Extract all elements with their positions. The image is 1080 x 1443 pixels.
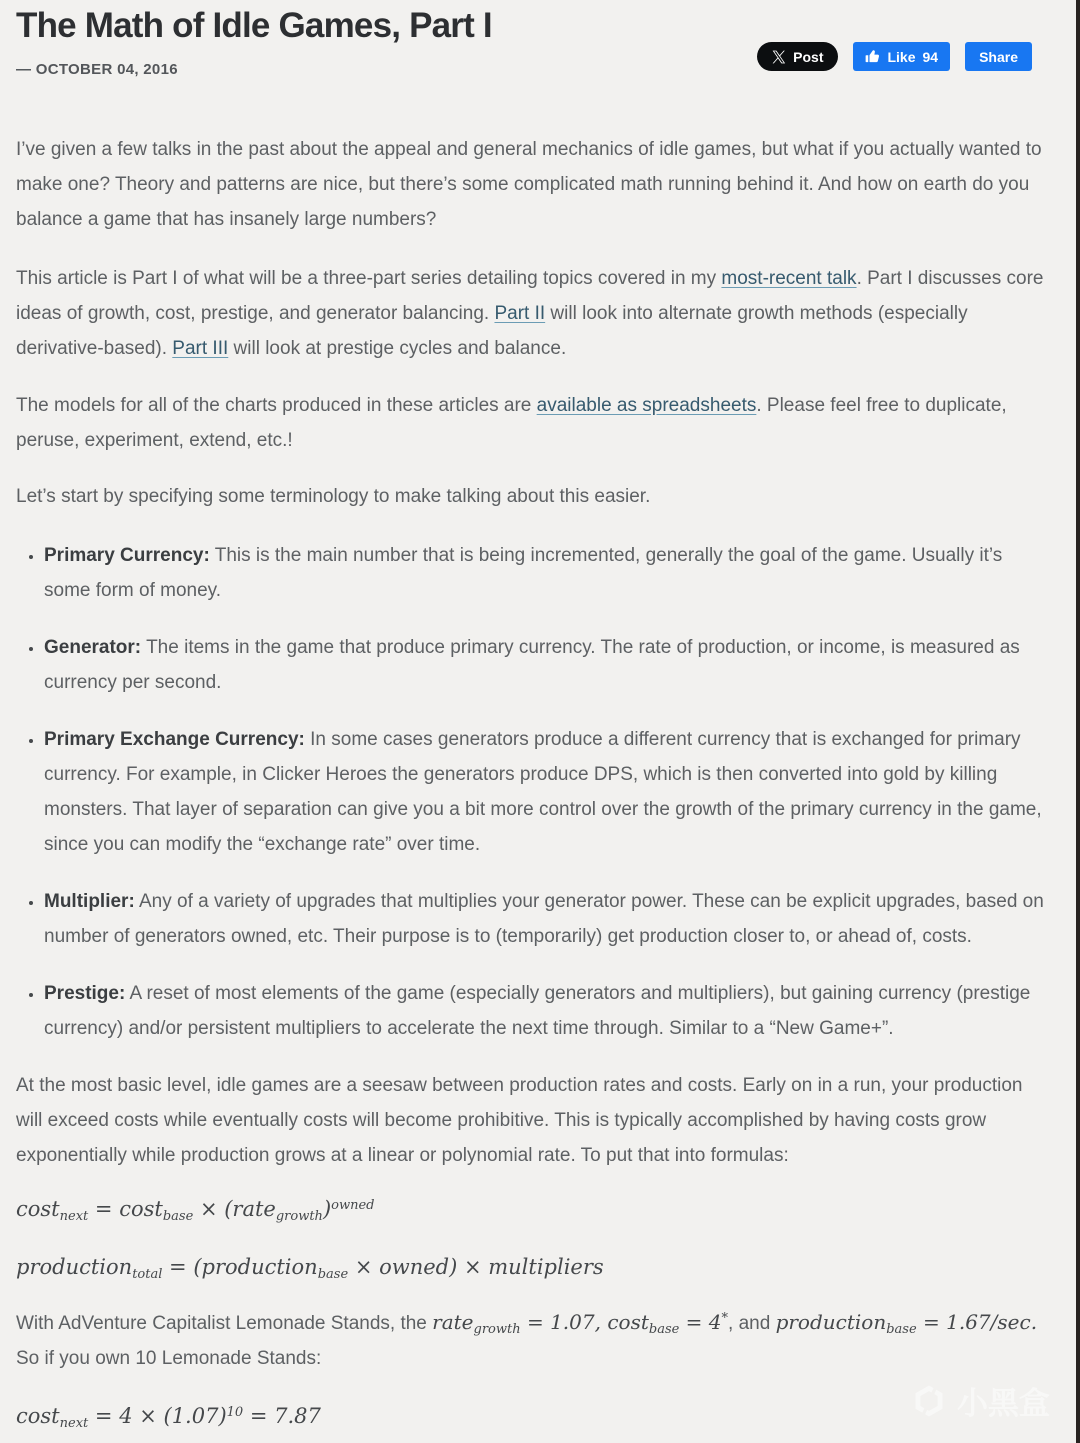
formula-subscript: next xyxy=(59,1416,89,1432)
paragraph-text: So if you own 10 Lemonade Stands: xyxy=(16,1348,322,1370)
term-prestige xyxy=(44,976,1050,1046)
x-logo-icon xyxy=(772,50,786,64)
term-label: Primary Exchange Currency: xyxy=(44,729,305,751)
series-text: . Part I discusses core ideas of growth, cost, prestige, and generator balancing. xyxy=(16,268,1044,325)
formula-text: = cost xyxy=(88,1197,163,1222)
formula-cost-next xyxy=(16,1195,1050,1223)
post-date: — OCTOBER 04, 2016 xyxy=(16,61,178,79)
heybox-watermark-text: 小黑盒 xyxy=(957,1386,1050,1421)
formula-production-total xyxy=(16,1253,1050,1281)
formula-subscript: total xyxy=(132,1267,163,1283)
term-label: Primary Currency: xyxy=(44,545,210,567)
paragraph-text: With AdVenture Capitalist Lemonade Stands, the xyxy=(16,1313,433,1335)
term-primary-currency xyxy=(44,538,1050,608)
share-bar xyxy=(757,42,1032,71)
link-part-ii[interactable]: Part II xyxy=(494,303,546,325)
spreadsheets-paragraph xyxy=(16,388,1050,458)
formula-text: × (rate xyxy=(193,1197,276,1222)
x-post-button[interactable] xyxy=(757,42,838,71)
term-description: In some cases generators produce a different currency that is exchanged for primary currency. For example, in Clicker Heroes the generators produce DPS, which is then converted into gold by killing monsters. That layer of separation can give you a bit more control over the growth of the primary currency in the game, since you can modify the “exchange rate” over time. xyxy=(44,729,1042,856)
formula-text: rate xyxy=(432,1310,474,1335)
series-paragraph xyxy=(16,261,1050,366)
formula-text: = 7.87 xyxy=(243,1404,321,1429)
formula-text: = 1.67/sec. xyxy=(916,1310,1038,1335)
formula-subscript: next xyxy=(59,1209,89,1225)
formula-example xyxy=(16,1402,1050,1430)
formula-subscript: base xyxy=(162,1209,194,1225)
spreadsheets-text: . Please feel free to duplicate, peruse, experiment, extend, etc.! xyxy=(16,395,1007,452)
formula-text: = 4 xyxy=(679,1310,722,1335)
terminology-intro: Let’s start by specifying some terminology to make talking about this easier. xyxy=(16,486,651,508)
link-available-as-spreadsheets[interactable]: available as spreadsheets xyxy=(536,395,757,417)
series-text: will look at prestige cycles and balance. xyxy=(228,338,567,360)
facebook-like-button[interactable] xyxy=(853,42,950,71)
term-description: The items in the game that produce primary currency. The rate of production, or income, is measured as currency per second. xyxy=(44,637,1020,694)
term-description: This is the main number that is being incremented, generally the goal of the game. Usually it’s some form of money. xyxy=(44,545,1003,602)
intro-paragraph: I’ve given a few talks in the past about the appeal and general mechanics of idle games, but what if you actually wanted to make one? Theory and patterns are nice, but there’s some complicated math running behind it. And how on earth do you balance a game that has insanely large numbers? xyxy=(16,139,1042,231)
formula-subscript: growth xyxy=(473,1322,521,1338)
formula-superscript: owned xyxy=(331,1198,375,1214)
formula-text: = 4 × (1.07) xyxy=(88,1404,227,1429)
formula-text: production xyxy=(775,1310,887,1335)
paragraph-text: , and xyxy=(728,1313,776,1335)
formula-text: = (production xyxy=(162,1255,318,1280)
seesaw-paragraph: At the most basic level, idle games are a seesaw between production rates and costs. Early on in a run, your production will exceed costs while eventually costs will become prohibitive. This is typically accomplished by having costs grow exponentially while production grows at a linear or polynomial rate. To put that into formulas: xyxy=(16,1075,1023,1167)
term-label: Prestige: xyxy=(44,983,126,1005)
like-button-label: Like xyxy=(887,48,916,65)
spreadsheets-text: The models for all of the charts produced in these articles are xyxy=(16,395,537,417)
term-description: A reset of most elements of the game (especially generators and multipliers), but gaining currency (prestige currency) and/or persistent multipliers to accelerate the next time through. Similar to a “New Game+”. xyxy=(44,983,1031,1040)
term-description: Any of a variety of upgrades that multiplies your generator power. These can be explicit upgrades, based on number of generators owned, etc. Their purpose is to (temporarily) get production closer to, or ahead of, costs. xyxy=(44,891,1044,948)
series-text: This article is Part I of what will be a three-part series detailing topics covered in my xyxy=(16,268,722,290)
formula-text: cost xyxy=(16,1404,60,1429)
share-button-label: Share xyxy=(979,48,1018,65)
formula-text: ) xyxy=(322,1197,332,1222)
formula-subscript: base xyxy=(886,1322,917,1338)
term-label: Generator: xyxy=(44,637,142,659)
formula-text: × owned) × multipliers xyxy=(348,1255,604,1280)
term-multiplier xyxy=(44,884,1050,954)
adventure-capitalist-paragraph xyxy=(16,1305,1050,1376)
formula-text: production xyxy=(16,1255,133,1280)
term-generator xyxy=(44,630,1050,700)
formula-superscript: 10 xyxy=(226,1405,244,1421)
thumbs-up-icon xyxy=(865,49,880,64)
formula-subscript: base xyxy=(317,1267,349,1283)
inline-math xyxy=(775,1310,1038,1338)
formula-text: = 1.07, cost xyxy=(520,1310,649,1335)
link-most-recent-talk[interactable]: most-recent talk xyxy=(721,268,857,290)
inline-math xyxy=(432,1310,729,1338)
link-part-iii[interactable]: Part III xyxy=(172,338,229,360)
formula-subscript: base xyxy=(648,1322,680,1338)
term-primary-exchange-currency xyxy=(44,722,1050,862)
post-button-label: Post xyxy=(793,48,824,65)
terminology-list xyxy=(16,538,1050,1046)
page-title: The Math of Idle Games, Part I xyxy=(16,6,492,45)
formula-superscript: * xyxy=(721,1311,729,1327)
formula-subscript: growth xyxy=(275,1209,323,1225)
share-button[interactable] xyxy=(965,42,1032,71)
term-label: Multiplier: xyxy=(44,891,135,913)
series-text: will look into alternate growth methods (especially derivative-based). xyxy=(16,303,968,360)
formula-text: cost xyxy=(16,1197,60,1222)
like-count: 94 xyxy=(922,48,939,65)
screenshot-right-edge xyxy=(1076,0,1080,1443)
